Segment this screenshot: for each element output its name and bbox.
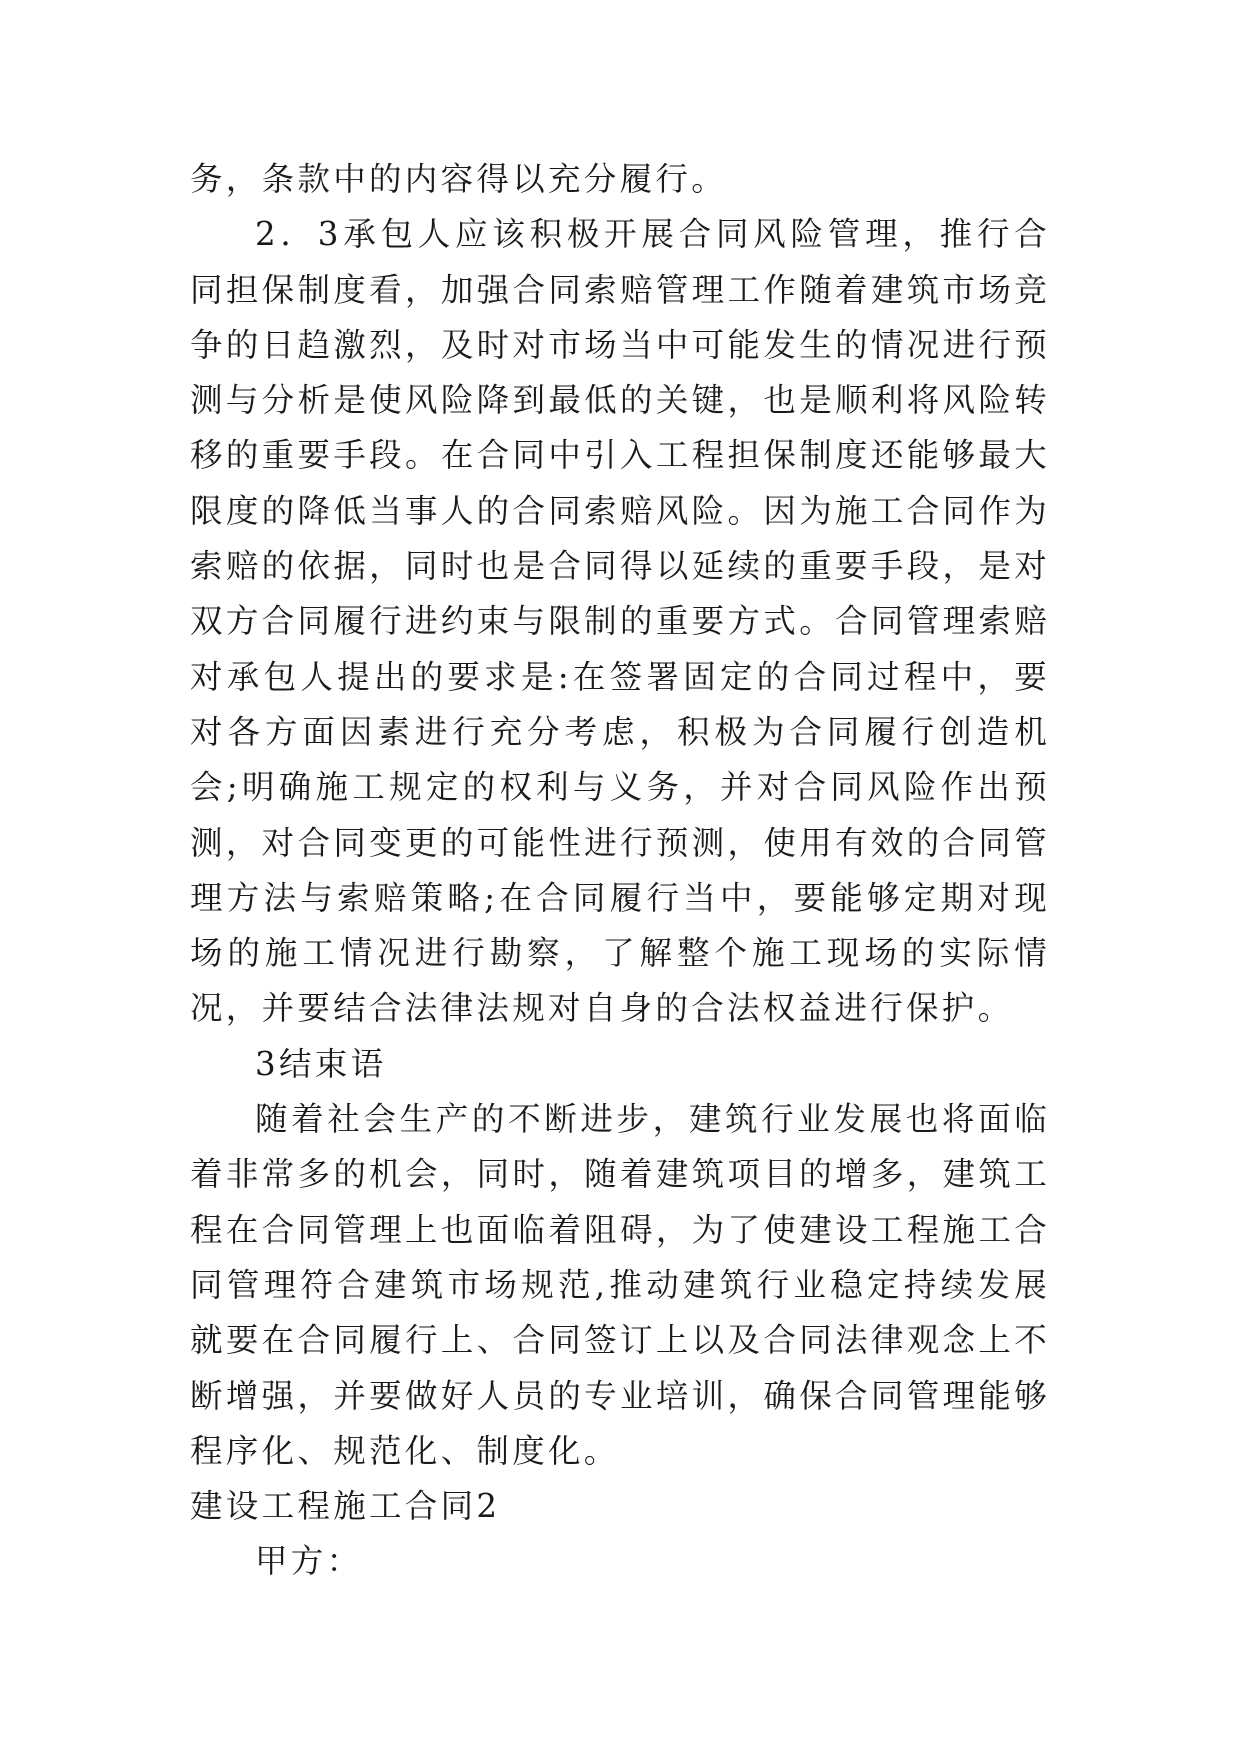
- paragraph-section-2-3: 2．3承包人应该积极开展合同风险管理，推行合同担保制度看，加强合同索赔管理工作随着建筑市场竞争的日趋激烈，及时对市场当中可能发生的情况进行预测与分析是使风险降到最低的关键，也是顺利将风险转移的重要手段。在合同中引入工程担保制度还能够最大限度的降低当事人的合同索赔风险。因为施工合同作为索赔的依据，同时也是合同得以延续的重要手段，是对双方合同履行进约束与限制的重要方式。合同管理索赔对承包人提出的要求是:在签署固定的合同过程中，要对各方面因素进行充分考虑，积极为合同履行创造机会;明确施工规定的权利与义务，并对合同风险作出预测，对合同变更的可能性进行预测，使用有效的合同管理方法与索赔策略;在合同履行当中，要能够定期对现场的施工情况进行勘察，了解整个施工现场的实际情况，并要结合法律法规对自身的合法权益进行保护。: [190, 215, 1050, 1028]
- section-heading-conclusion: 3结束语: [255, 1044, 387, 1083]
- paragraph-conclusion: 随着社会生产的不断进步，建筑行业发展也将面临着非常多的机会，同时，随着建筑项目的增多，建筑工程在合同管理上也面临着阻碍，为了使建设工程施工合同管理符合建筑市场规范,推动建筑行业稳定持续发展就要在合同履行上、合同签订上以及合同法律观念上不断增强，并要做好人员的专业培训，确保合同管理能够程序化、规范化、制度化。: [190, 1100, 1050, 1470]
- document-body: [190, 152, 1050, 1590]
- document-title: 建设工程施工合同2: [190, 1487, 501, 1526]
- party-a-label: 甲方：: [255, 1542, 363, 1581]
- paragraph-continuation: 务，条款中的内容得以充分履行。: [190, 160, 728, 198]
